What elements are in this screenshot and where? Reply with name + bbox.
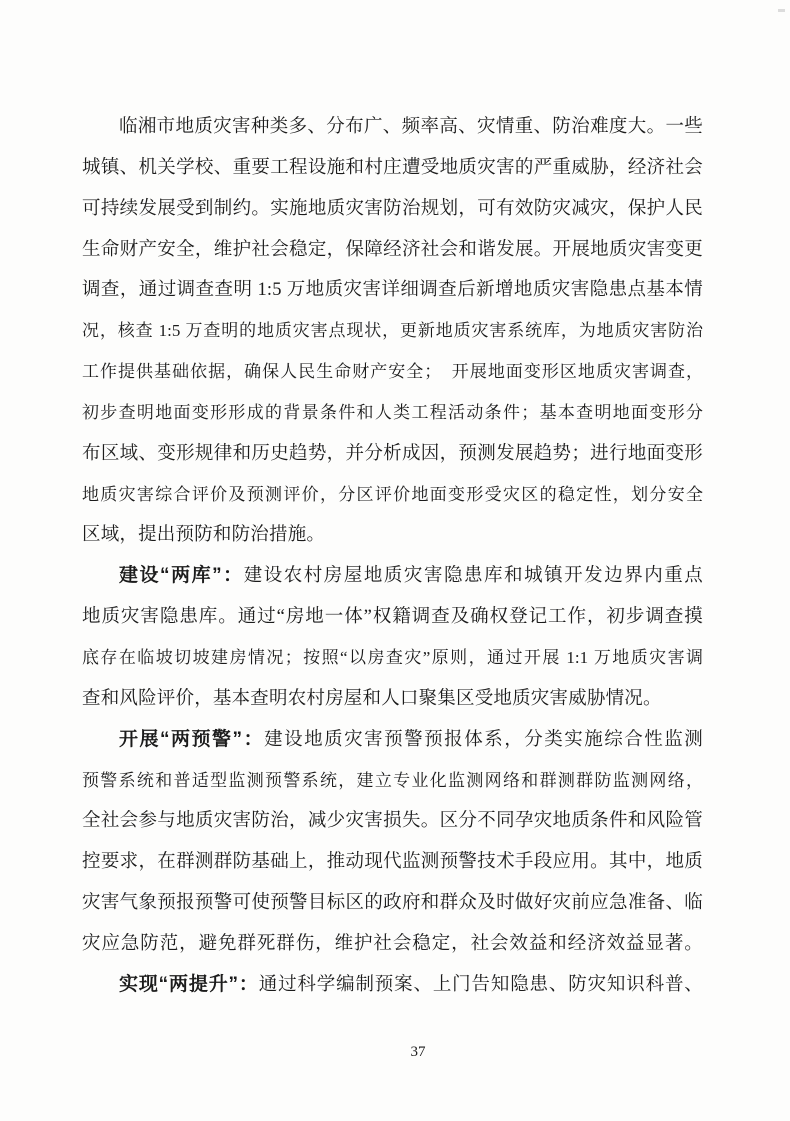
text-block [82, 107, 703, 1006]
paragraph-lead-line [82, 965, 703, 1006]
text-line [82, 270, 703, 311]
text-line [82, 801, 703, 842]
paragraph-lead-line [82, 556, 703, 597]
line-text: 工作提供基础依据，确保人民生命财产安全； 开展地面变形区地质灾害调查， [82, 362, 703, 382]
scan-artifact [778, 9, 785, 12]
text-line [82, 883, 703, 924]
line-text: 底存在临坡切坡建房情况；按照“以房查灾”原则，通过开展 1:1 万地质灾害调 [82, 647, 704, 667]
text-line [82, 189, 703, 230]
line-text: 建设地质灾害预警预报体系，分类实施综合性监测 [264, 729, 704, 750]
line-text: 查和风险评价，基本查明农村房屋和人口聚集区受地质灾害威胁情况。 [82, 688, 662, 709]
line-text: 地质灾害隐患库。通过“房地一体”权籍调查及确权登记工作，初步调查摸 [82, 607, 703, 628]
text-line [82, 597, 703, 638]
run-in-heading: 建设“两库”： [119, 565, 244, 587]
text-line [82, 230, 703, 271]
line-text: 况，核查 1:5 万查明的地质灾害点现状，更新地质灾害系统库，为地质灾害防治 [82, 321, 703, 341]
run-in-heading: 实现“两提升”： [119, 973, 259, 995]
text-line [82, 393, 703, 434]
text-line [82, 148, 703, 189]
paragraph-lead-line [82, 720, 703, 761]
text-line [82, 761, 703, 802]
line-text: 控要求，在群测群防基础上，推动现代监测预警技术手段应用。其中，地质 [82, 852, 703, 873]
line-text: 灾害气象预报预警可使预警目标区的政府和群众及时做好灾前应急准备、临 [82, 893, 703, 914]
line-text: 预警系统和普适型监测预警系统，建立专业化监测网络和群测群防监测网络， [82, 770, 703, 790]
text-line [82, 679, 703, 720]
line-text: 调查，通过调查查明 1:5 万地质灾害详细调查后新增地质灾害隐患点基本情 [82, 280, 703, 301]
line-text: 生命财产安全，维护社会稳定，保障经济社会和谐发展。开展地质灾害变更 [82, 239, 703, 260]
page-number: 37 [410, 1044, 426, 1060]
line-text: 城镇、机关学校、重要工程设施和村庄遭受地质灾害的严重威胁，经济社会 [82, 157, 703, 178]
run-in-heading: 开展“两预警”： [119, 728, 265, 750]
text-line [82, 352, 703, 393]
text-line [82, 311, 703, 352]
line-text: 布区域、变形规律和历史趋势，并分析成因，预测发展趋势；进行地面变形 [82, 443, 703, 464]
line-text: 可持续发展受到制约。实施地质灾害防治规划，可有效防灾减灾，保护人民 [82, 198, 703, 219]
line-text: 通过科学编制预案、上门告知隐患、防灾知识科普、 [258, 974, 703, 995]
text-line [82, 107, 703, 148]
text-line [82, 638, 703, 679]
line-text: 灾应急防范，避免群死群伤，维护社会稳定，社会效益和经济效益显著。 [82, 933, 703, 954]
text-line [82, 475, 703, 516]
text-line [82, 515, 703, 556]
text-line [82, 924, 703, 965]
line-text: 地质灾害综合评价及预测评价，分区评价地面变形受灾区的稳定性，划分安全 [82, 484, 703, 504]
line-text: 全社会参与地质灾害防治，减少灾害损失。区分不同孕灾地质条件和风险管 [82, 811, 703, 832]
text-line [82, 842, 703, 883]
line-text: 初步查明地面变形形成的背景条件和人类工程活动条件；基本查明地面变形分 [82, 402, 703, 422]
line-text: 建设农村房屋地质灾害隐患库和城镇开发边界内重点 [243, 566, 704, 587]
line-text: 临湘市地质灾害种类多、分布广、频率高、灾情重、防治难度大。一些 [119, 117, 703, 137]
text-line [82, 434, 703, 475]
line-text: 区域，提出预防和防治措施。 [82, 525, 326, 546]
